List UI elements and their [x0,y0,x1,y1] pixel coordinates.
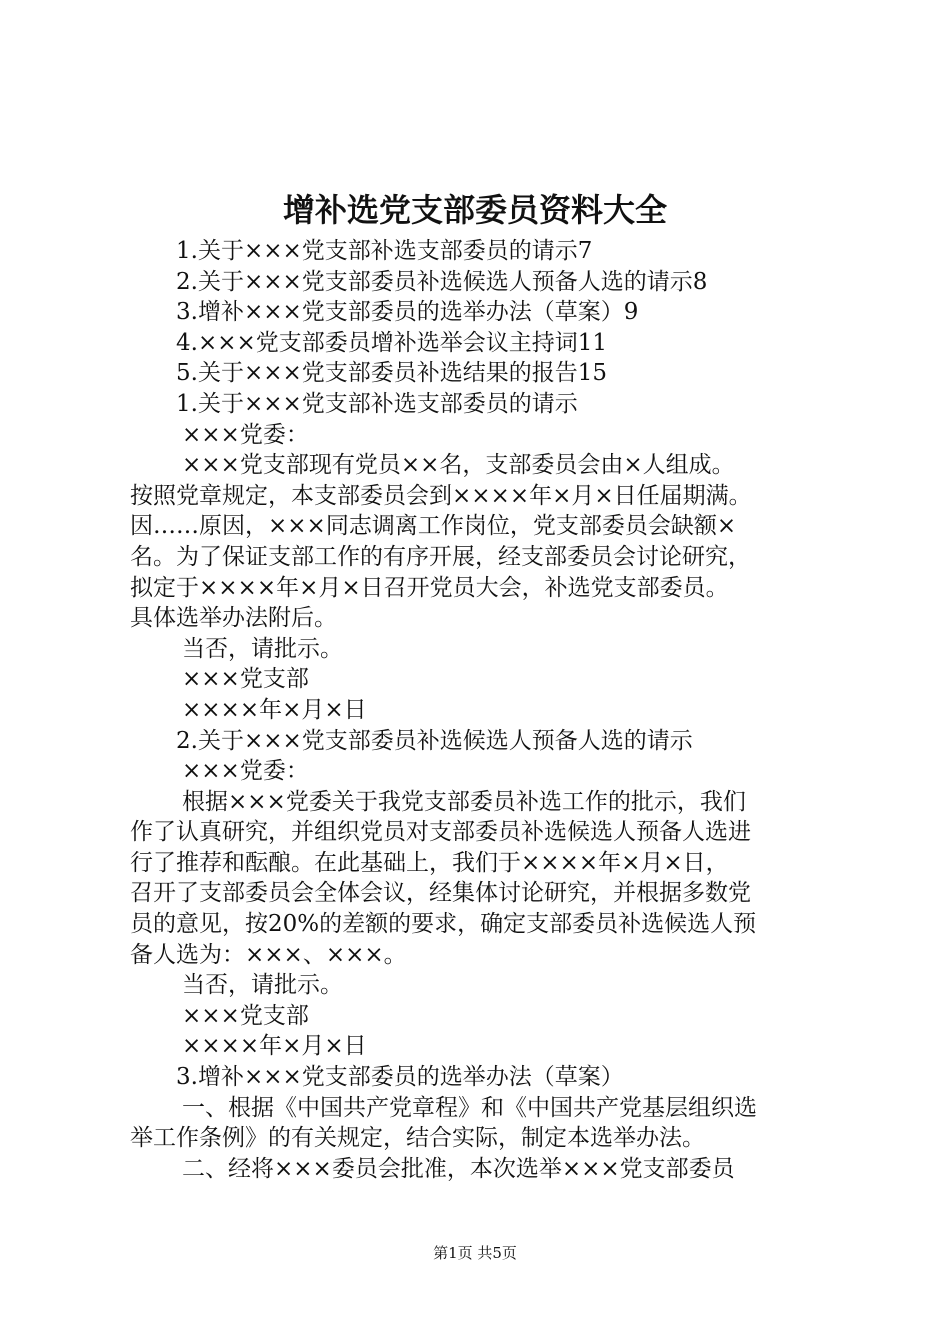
closing-line: 当否，请批示。 [182,972,343,999]
body-line: 行了推荐和酝酿。在此基础上，我们于××××年×月×日， [130,849,729,876]
document-body [130,236,830,1184]
toc-item: 2.关于×××党支部委员补选候选人预备人选的请示8 [176,268,708,295]
section-heading: 1.关于×××党支部补选支部委员的请示 [176,390,578,417]
signature-line: ×××党支部 [182,666,309,693]
body-line: 具体选举办法附后。 [130,605,337,632]
section-heading: 2.关于×××党支部委员补选候选人预备人选的请示 [176,727,693,754]
body-line: 作了认真研究，并组织党员对支部委员补选候选人预备人选进 [130,819,751,846]
toc-item: 1.关于×××党支部补选支部委员的请示7 [176,238,593,264]
closing-line: 当否，请批示。 [182,635,343,662]
body-line: 根据×××党委关于我党支部委员补选工作的批示，我们 [182,788,746,815]
toc-item: 3.增补×××党支部委员的选举办法（草案）9 [176,299,639,326]
body-line: 因……原因，×××同志调离工作岗位，党支部委员会缺额× [130,513,737,540]
body-line: 一、根据《中国共产党章程》和《中国共产党基层组织选 [182,1094,757,1121]
salutation: ×××党委： [182,758,309,785]
salutation: ×××党委： [182,421,309,448]
toc-item: 4.×××党支部委员增补选举会议主持词11 [176,329,608,356]
body-line: 名。为了保证支部工作的有序开展，经支部委员会讨论研究， [130,543,751,570]
body-line: ×××党支部现有党员××名，支部委员会由×人组成。 [182,452,735,479]
body-line: 备人选为：×××、×××。 [130,941,407,968]
body-line: 拟定于××××年×月×日召开党员大会，补选党支部委员。 [130,574,729,601]
body-line: 举工作条例》的有关规定，结合实际，制定本选举办法。 [130,1125,705,1152]
toc-item: 5.关于×××党支部委员补选结果的报告15 [176,360,608,387]
body-line: 召开了支部委员会全体会议，经集体讨论研究，并根据多数党 [130,880,751,907]
page-footer: 第1页 共5页 [433,1244,517,1262]
section-heading: 3.增补×××党支部委员的选举办法（草案） [176,1064,624,1091]
body-line: 员的意见，按20%的差额的要求，确定支部委员补选候选人预 [130,911,757,938]
signature-line: ×××党支部 [182,1002,309,1029]
body-line: 按照党章规定，本支部委员会到××××年×月×日任届期满。 [130,482,752,509]
date-line: ××××年×月×日 [182,696,367,723]
date-line: ××××年×月×日 [182,1033,367,1060]
document-title: 增补选党支部委员资料大全 [282,191,667,229]
body-line: 二、经将×××委员会批准，本次选举×××党支部委员 [182,1155,735,1182]
